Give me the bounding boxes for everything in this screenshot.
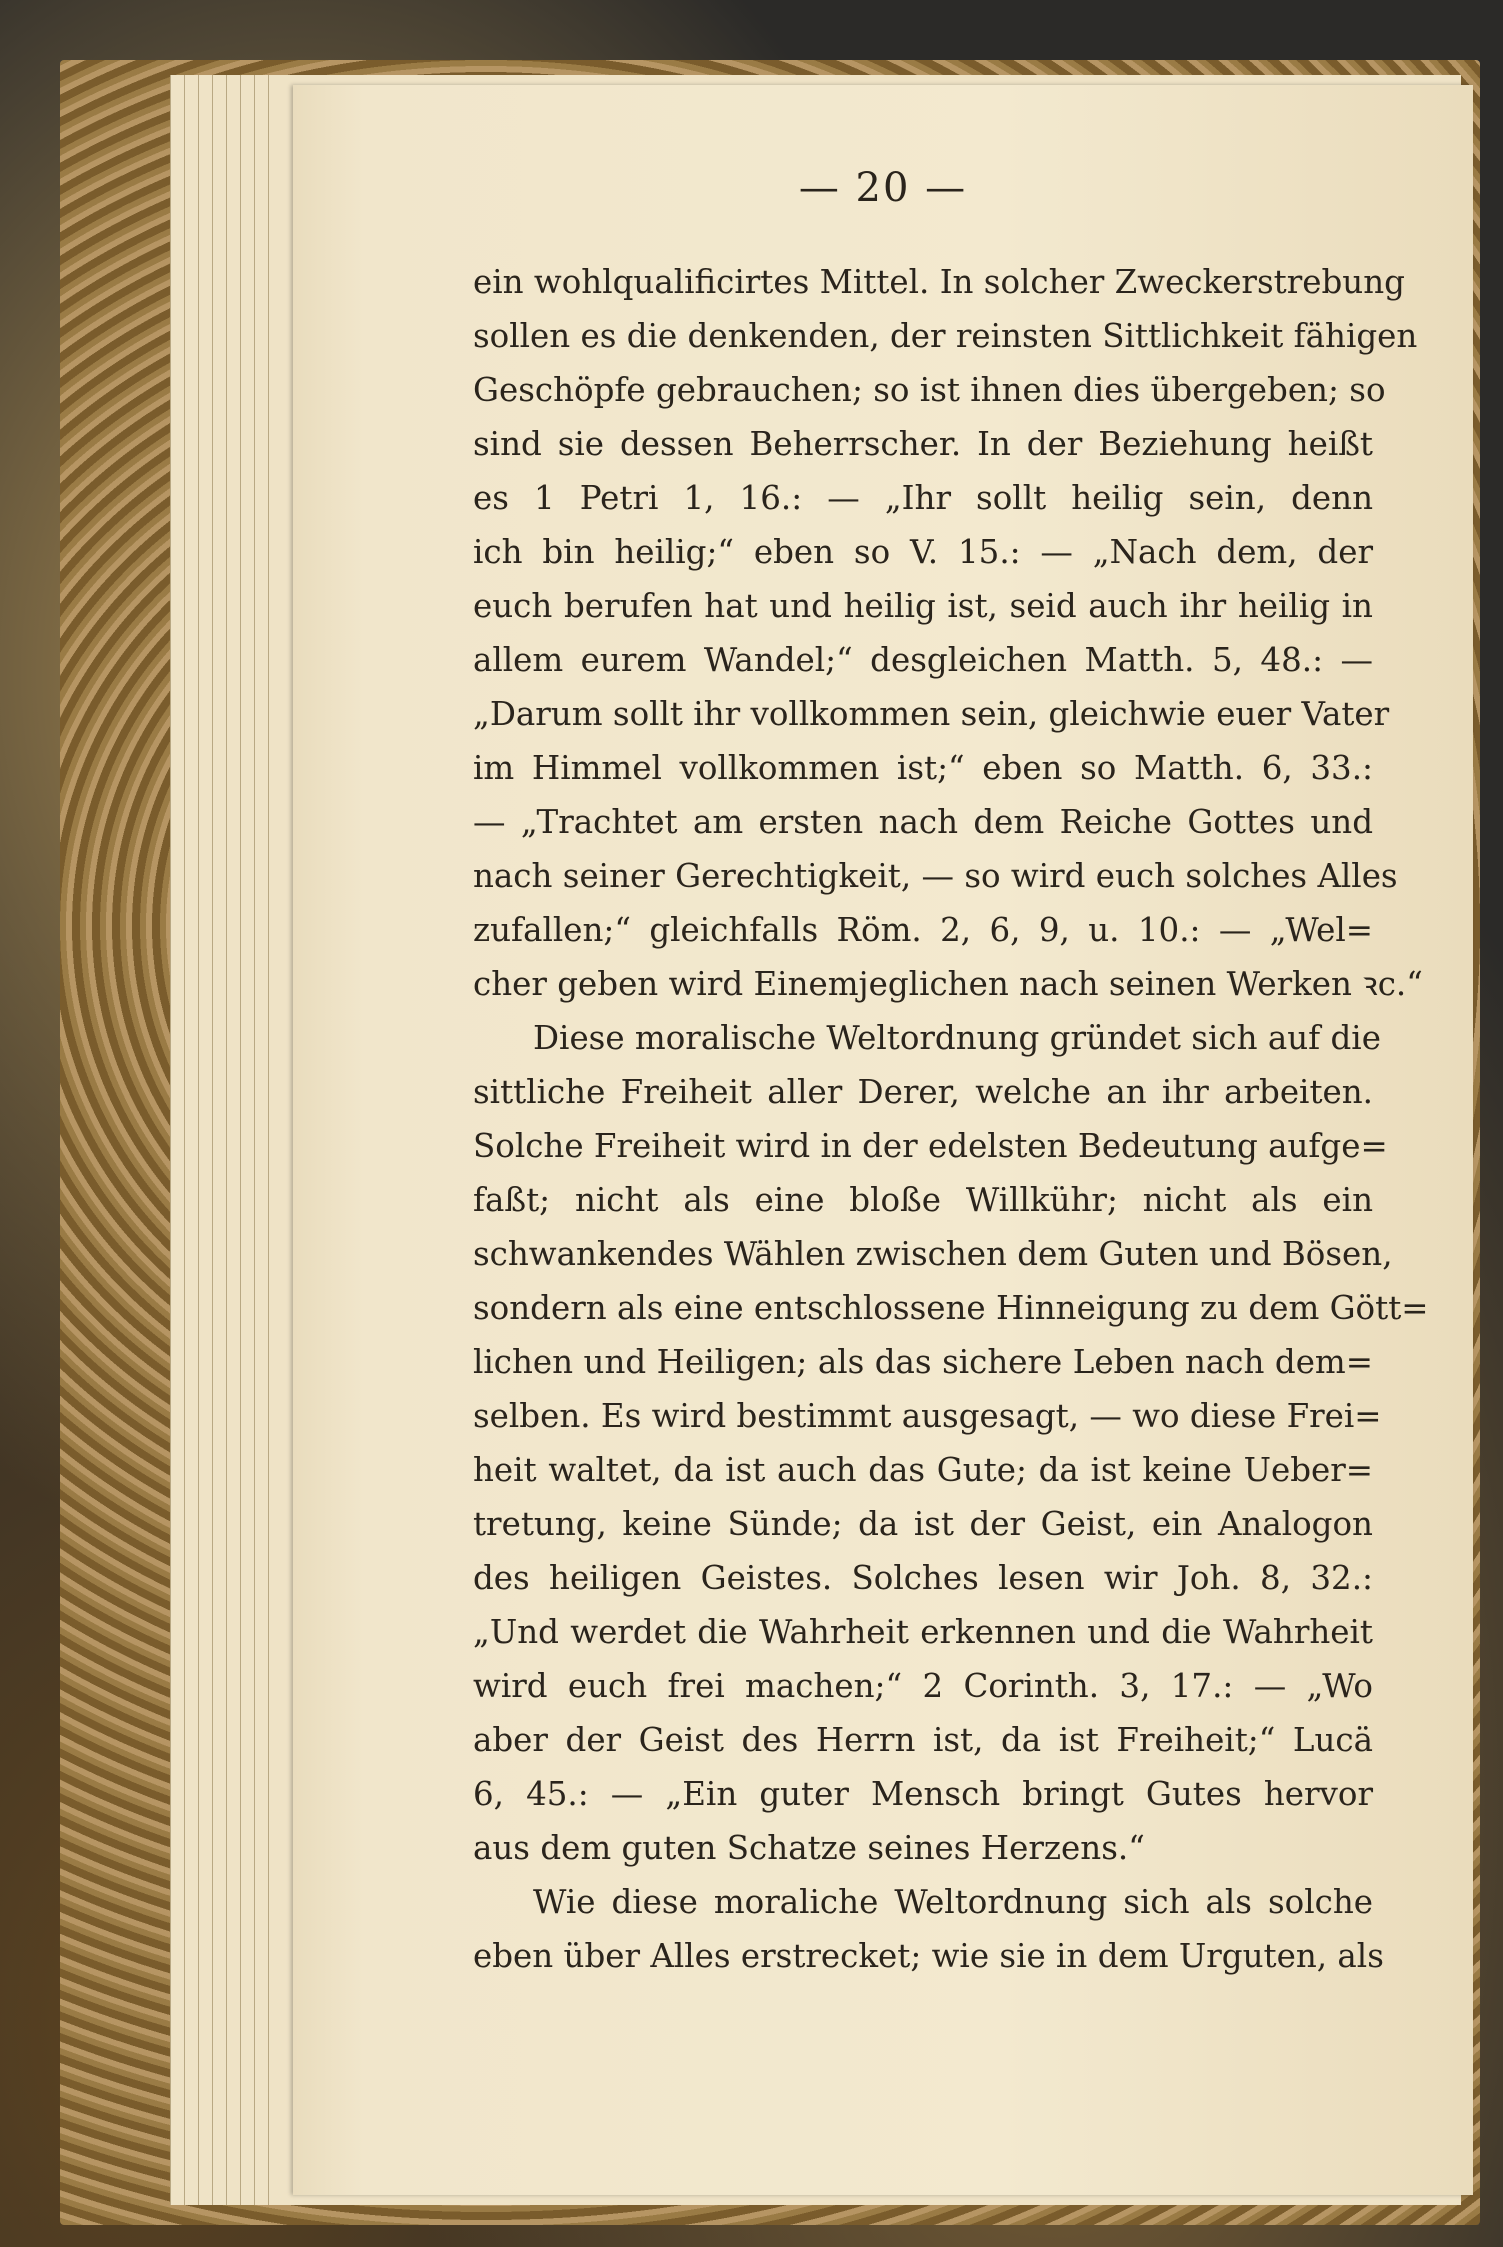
text-line: 6, 45.: — „Ein guter Mensch bringt Gutes hervor — [473, 1775, 1373, 1813]
text-line: „Darum sollt ihr vollkommen sein, gleichwie euer Vater — [473, 695, 1390, 733]
text-line: nach seiner Gerechtigkeit, — so wird euch solches Alles — [473, 857, 1398, 895]
text-line: Diese moralische Weltordnung gründet sich auf die — [533, 1019, 1381, 1057]
text-line: tretung, keine Sünde; da ist der Geist, ein Analogon — [473, 1505, 1373, 1543]
text-line: im Himmel vollkommen ist;“ eben so Matth. 6, 33.: — [473, 749, 1373, 787]
text-line: Geschöpfe gebrauchen; so ist ihnen dies übergeben; so — [473, 371, 1386, 409]
text-line: ein wohlqualificirtes Mittel. In solcher Zweckerstrebung — [473, 263, 1405, 301]
text-line: schwankendes Wählen zwischen dem Guten und Bösen, — [473, 1235, 1393, 1273]
text-line: heit waltet, da ist auch das Gute; da ist keine Ueber= — [473, 1451, 1373, 1489]
book-page — [293, 85, 1473, 2195]
text-line: wird euch frei machen;“ 2 Corinth. 3, 17.: — „Wo — [473, 1667, 1373, 1705]
text-line: aber der Geist des Herrn ist, da ist Freiheit;“ Lucä — [473, 1721, 1373, 1759]
text-line: es 1 Petri 1, 16.: — „Ihr sollt heilig sein, denn — [473, 479, 1373, 517]
text-line: eben über Alles erstrecket; wie sie in dem Urguten, als — [473, 1937, 1384, 1975]
text-line: Solche Freiheit wird in der edelsten Bedeutung aufge= — [473, 1127, 1388, 1165]
text-line: Wie diese moraliche Weltordnung sich als solche — [533, 1883, 1373, 1921]
text-line: „Und werdet die Wahrheit erkennen und die Wahrheit — [473, 1613, 1373, 1651]
text-line: sittliche Freiheit aller Derer, welche an ihr arbeiten. — [473, 1073, 1373, 1111]
text-line: euch berufen hat und heilig ist, seid auch ihr heilig in — [473, 587, 1373, 625]
text-line: ich bin heilig;“ eben so V. 15.: — „Nach dem, der — [473, 533, 1373, 571]
text-line: — „Trachtet am ersten nach dem Reiche Gottes und — [473, 803, 1373, 841]
page-text — [473, 255, 1429, 1983]
text-line: des heiligen Geistes. Solches lesen wir Joh. 8, 32.: — [473, 1559, 1373, 1597]
text-line: cher geben wird Einemjeglichen nach seinen Werken ꝛc.“ — [473, 965, 1423, 1003]
text-line: sollen es die denkenden, der reinsten Sittlichkeit fähigen — [473, 317, 1418, 355]
text-line: sondern als eine entschlossene Hinneigung zu dem Gött= — [473, 1289, 1429, 1327]
text-line: faßt; nicht als eine bloße Willkühr; nicht als ein — [473, 1181, 1373, 1219]
text-line: zufallen;“ gleichfalls Röm. 2, 6, 9, u. 10.: — „Wel= — [473, 911, 1373, 949]
text-line: allem eurem Wandel;“ desgleichen Matth. 5, 48.: — — [473, 641, 1373, 679]
text-line: sind sie dessen Beherrscher. In der Beziehung heißt — [473, 425, 1373, 463]
text-line: selben. Es wird bestimmt ausgesagt, — wo diese Frei= — [473, 1397, 1382, 1435]
text-line: lichen und Heiligen; als das sichere Leben nach dem= — [473, 1343, 1373, 1381]
text-line: aus dem guten Schatze seines Herzens.“ — [473, 1829, 1145, 1867]
page-number: — 20 — — [798, 165, 968, 211]
